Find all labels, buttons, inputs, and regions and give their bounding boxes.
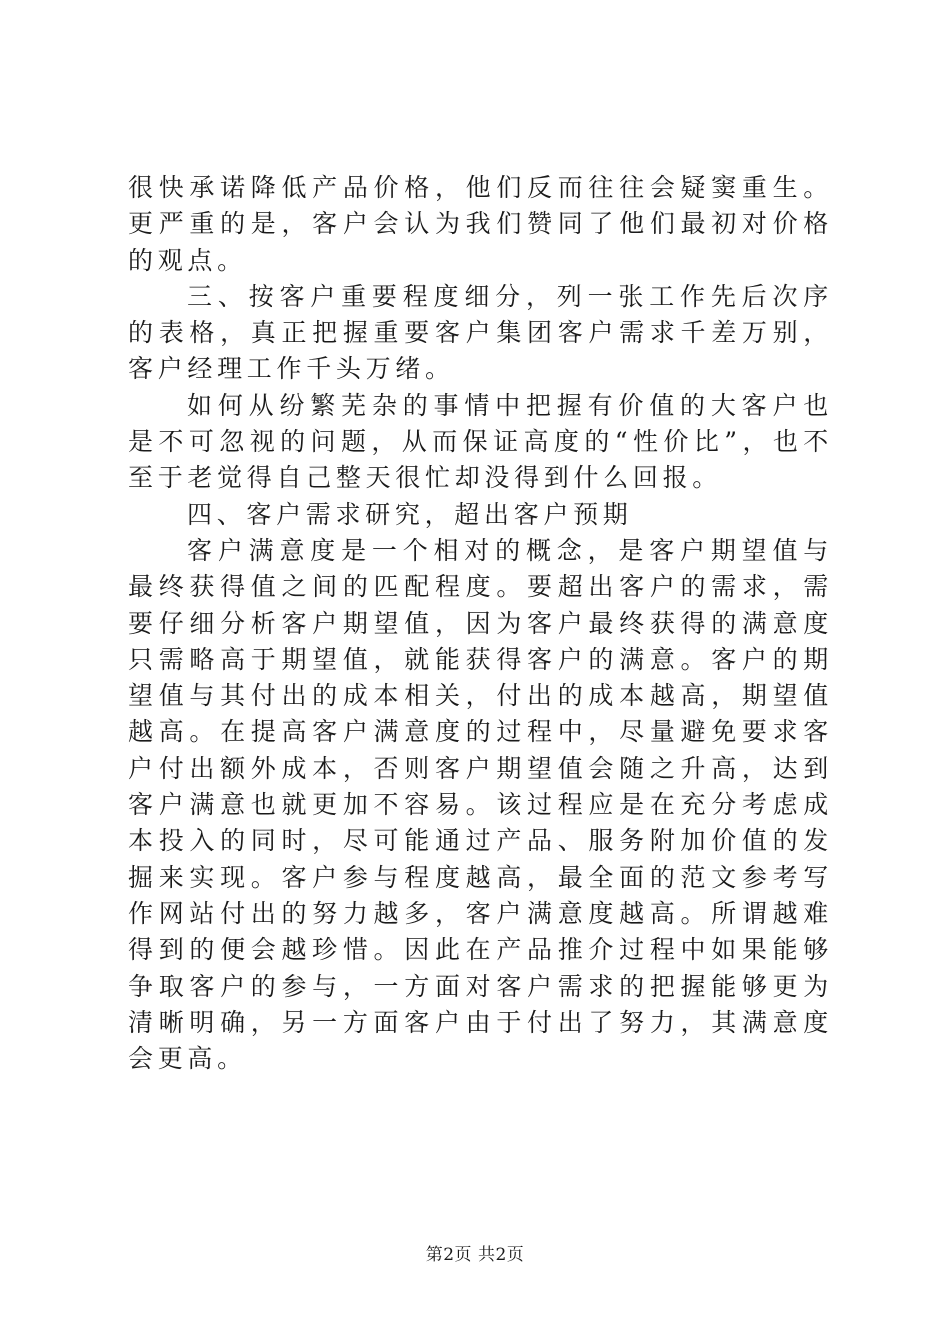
paragraph-continuation: 很快承诺降低产品价格，他们反而往往会疑窦重生。更严重的是，客户会认为我们赞同了他们最初对价格的观点。 [128,173,833,275]
paragraph-value-clients: 如何从纷繁芜杂的事情中把握有价值的大客户也是不可忽视的问题，从而保证高度的“性价比”，也不至于老觉得自己整天很忙却没得到什么回报。 [128,390,833,493]
paragraph-satisfaction: 客户满意度是一个相对的概念，是客户期望值与最终获得值之间的匹配程度。要超出客户的需求，需要仔细分析客户期望值，因为客户最终获得的满意度只需略高于期望值，就能获得客户的满意。客户的期望值与其付出的成本相关，付出的成本越高，期望值越高。在提高客户满意度的过程中，尽量避免要求客户付出额外成本，否则客户期望值会随之升高，达到客户满意也就更加不容易。该过程应是在充分考虑成本投入的同时，尽可能通过产品、服务附加价值的发掘来实现。客户参与程度越高，最全面的范文参考写作网站付出的努力越多，客户满意度越高。所谓越难得到的便会越珍惜。因此在产品推介过程中如果能够争取客户的参与，一方面对客户需求的把握能够更为清晰明确，另一方面客户由于付出了努力，其满意度会更高。 [128,535,833,1074]
heading-section-four: 四、客户需求研究，超出客户预期 [187,499,633,529]
document-body [128,170,833,1077]
paragraph-section-three: 三、按客户重要程度细分，列一张工作先后次序的表格，真正把握重要客户集团客户需求千差万别，客户经理工作千头万绪。 [128,281,833,384]
page-footer: 第2页 共2页 [425,1245,525,1265]
